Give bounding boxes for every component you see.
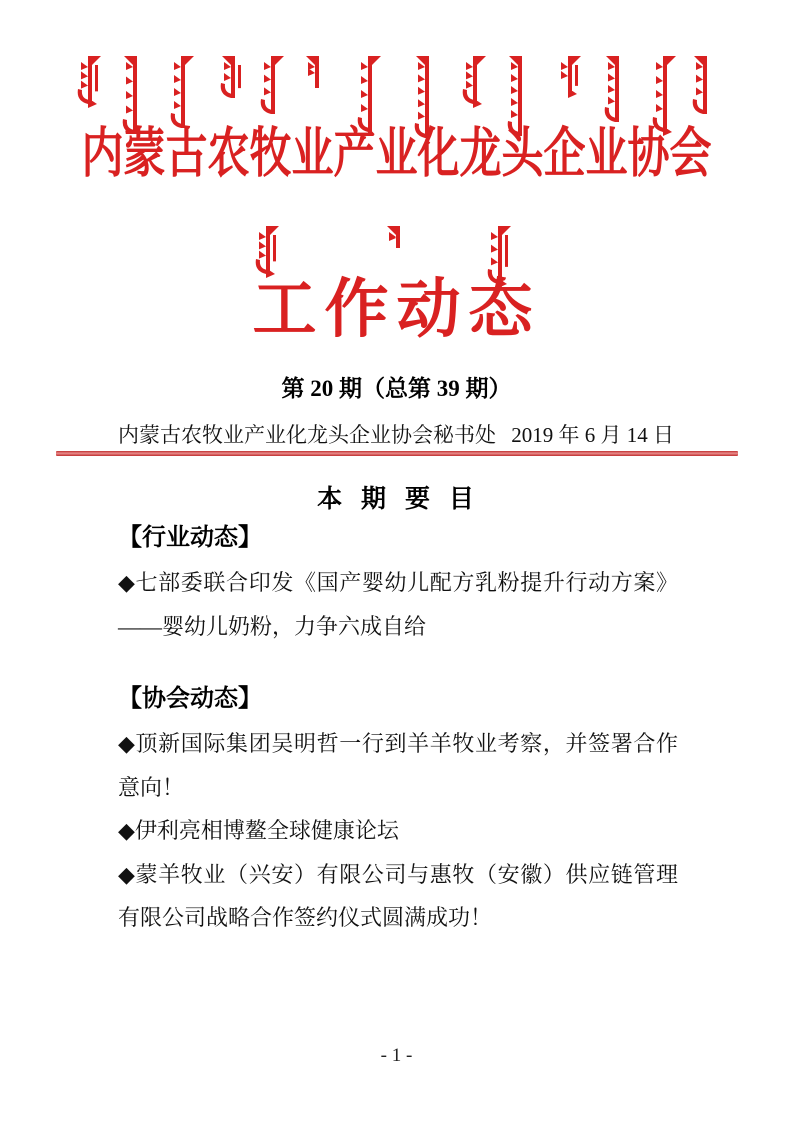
issue-date: 2019 年 6 月 14 日: [511, 423, 674, 447]
page-number: - 1 -: [380, 1045, 413, 1066]
org-title: [0, 125, 793, 185]
org-title-text: 内蒙古农牧业产业化龙头企业协会: [81, 125, 712, 185]
publisher-row: [118, 419, 674, 449]
divider-rule: [56, 451, 738, 456]
issue-line: 第 20 期（总第 39 期）: [281, 376, 512, 401]
news-item: ◆蒙羊牧业（兴安）有限公司与惠牧（安徽）供应链管理有限公司战略合作签约仪式圆满成功！: [118, 861, 678, 930]
news-item: ◆顶新国际集团吴明哲一行到羊羊牧业考察，并签署合作意向！: [118, 731, 678, 800]
news-item: ◆伊利亮相博鳌全球健康论坛: [118, 818, 399, 843]
section-heading-association: 【协会动态】: [118, 685, 262, 712]
bulletin-title: 工作动态: [252, 274, 541, 345]
contents-column: [118, 521, 678, 940]
section-heading-industry: 【行业动态】: [118, 524, 262, 551]
news-item: ◆七部委联合印发《国产婴幼儿配方乳粉提升行动方案》——婴幼儿奶粉，力争六成自给: [118, 570, 678, 639]
contents-heading: 本 期 要 目: [317, 485, 476, 513]
publisher-name: 内蒙古农牧业产业化龙头企业协会秘书处: [118, 423, 496, 447]
